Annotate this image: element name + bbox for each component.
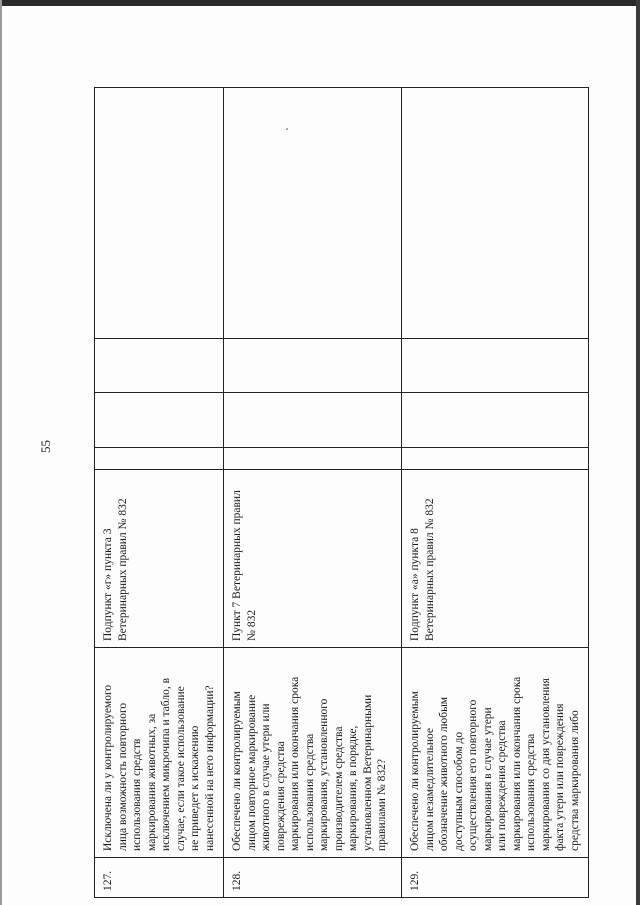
requirement-line: производителем средства xyxy=(332,726,345,851)
answer-yes-cell xyxy=(95,448,224,470)
requirement-line: маркирования или окончания срока xyxy=(510,676,523,851)
reference-line: Подпункт «г» пункта 3 xyxy=(102,528,114,641)
reference-cell xyxy=(95,470,224,648)
requirement-line: маркирования, установленного xyxy=(318,698,330,851)
reference-line: № 832 xyxy=(245,609,258,641)
requirement-line: Обеспечено ли контролируемым xyxy=(231,691,243,851)
requirement-line: маркирования, в порядке, xyxy=(347,725,359,851)
answer-na-cell xyxy=(402,339,589,393)
requirement-line: маркирования со дня установления xyxy=(539,678,552,851)
requirement-line: осуществления его повторного xyxy=(467,699,479,851)
page-number: 55 xyxy=(38,440,53,453)
requirement-line: или повреждения средства xyxy=(496,720,508,851)
row-number-cell xyxy=(95,858,224,898)
reference-line: Ветеринарных правил № 832 xyxy=(116,498,129,641)
row-number-cell xyxy=(224,858,402,898)
requirement-line: лица возможность повторного xyxy=(116,702,129,851)
answer-no-cell xyxy=(402,393,589,448)
requirement-line: использования средства xyxy=(525,733,537,851)
answer-no-cell xyxy=(224,393,402,448)
requirement-line: повреждения средства xyxy=(274,741,287,851)
requirement-line: Исключена ли у контролируемого xyxy=(102,684,114,851)
answer-na-cell xyxy=(95,339,224,393)
reference-cell xyxy=(224,470,402,648)
reference-line: Ветеринарных правил № 832 xyxy=(423,498,436,641)
requirement-line: средства маркирования либо xyxy=(568,710,581,851)
requirement-line: не приведет к искажению xyxy=(189,725,201,851)
requirement-line: использования средств xyxy=(131,738,143,851)
table-row xyxy=(95,88,224,898)
scan-edge-left xyxy=(0,0,2,905)
row-number: 129. xyxy=(409,870,421,891)
reference-line: Пункт 7 Ветеринарных правил xyxy=(231,490,243,641)
requirement-line: Обеспечено ли контролируемым xyxy=(409,691,421,851)
requirement-cell xyxy=(402,648,589,858)
requirement-line: установленном Ветеринарными xyxy=(361,694,374,851)
requirement-line: маркирования в случае утери xyxy=(481,707,494,851)
requirement-line: использования средства xyxy=(303,733,316,851)
row-number-cell xyxy=(402,858,589,898)
requirement-line: лицом повторное маркирование xyxy=(245,694,258,851)
notes-cell xyxy=(224,88,402,339)
notes-cell xyxy=(402,88,589,339)
requirement-line: маркирования животных, за xyxy=(145,713,158,851)
requirement-line: правилами № 832? xyxy=(376,759,388,851)
requirement-line: исключением микрочипа и табло, в xyxy=(160,677,172,851)
requirement-line: обозначение животного любым xyxy=(438,696,450,851)
reference-line: Подпункт «а» пункта 8 xyxy=(409,528,421,641)
answer-yes-cell xyxy=(402,448,589,470)
answer-na-cell xyxy=(224,339,402,393)
table-row xyxy=(402,88,589,898)
row-number: 128. xyxy=(231,870,243,891)
rotated-content xyxy=(38,88,586,898)
requirement-line: животного в случае утери или xyxy=(260,703,272,851)
scan-edge-top xyxy=(0,0,640,6)
table-row xyxy=(224,88,402,898)
requirement-line: факта утери или повреждения xyxy=(554,703,566,851)
notes-cell xyxy=(95,88,224,339)
requirement-line: случае, если такое использование xyxy=(174,686,187,851)
row-number: 127. xyxy=(102,870,114,891)
scan-edge-right xyxy=(636,0,640,905)
requirement-line: лицом незамедлительное xyxy=(423,727,436,851)
answer-yes-cell xyxy=(224,448,402,470)
checklist-table xyxy=(94,87,589,898)
requirement-line: доступным способом до xyxy=(452,731,465,851)
requirement-line: нанесенной на него информации? xyxy=(203,685,216,851)
reference-cell xyxy=(402,470,589,648)
requirement-cell xyxy=(95,648,224,858)
requirement-cell xyxy=(224,648,402,858)
answer-no-cell xyxy=(95,393,224,448)
requirement-line: маркирования или окончания срока xyxy=(289,676,301,851)
